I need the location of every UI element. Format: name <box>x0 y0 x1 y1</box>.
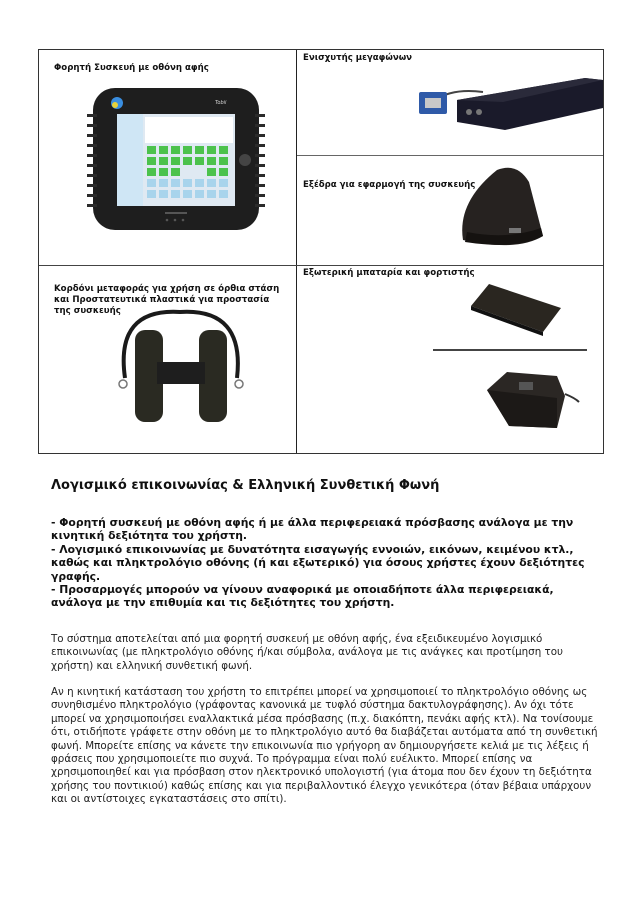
touchscreen-tablet-image <box>87 84 265 234</box>
external-battery-image <box>467 278 563 338</box>
feature-bullet: - Λογισμικό επικοινωνίας με δυνατότητα εισαγωγής εννοιών, εικόνων, κειμένου κτλ., καθώς και πληκτρολόγιο οθόνης (ή και εξωτερικό) για όσους χρήστες έχουν δεξιότητες γραφής. <box>51 542 585 583</box>
cell-label-tablet: Φορητή Συσκευή με οθόνη αφής <box>54 63 209 73</box>
feature-bullet-list <box>51 516 599 610</box>
description-paragraph: Το σύστημα αποτελείται από μια φορητή συσκευή με οθόνη αφής, ένα εξειδικευμένο λογισμικό επικοινωνίας (με πληκτρολόγιο οθόνης ή/και σύμβολα, ανάλογα με τις ανάγκες και προτίμηση του χρήστη) και ελληνική συνθετική φωνή. <box>51 633 563 672</box>
image-separator-line <box>433 349 587 351</box>
feature-bullet: - Προσαρμογές μπορούν να γίνουν αναφορικά με οποιαδήποτε άλλα περιφερειακά, ανάλογα με την επιθυμία και τις δεξιότητες του χρήστη. <box>51 583 554 610</box>
table-right-row-divider <box>297 155 603 156</box>
section-title: Λογισμικό επικοινωνίας & Ελληνική Συνθετική Φωνή <box>51 478 440 493</box>
docking-stand-image <box>457 162 547 252</box>
equipment-table <box>38 49 604 454</box>
cell-label-docking-stand: Εξέδρα για εφαρμογή της συσκευής <box>303 180 476 190</box>
speaker-amplifier-image <box>413 70 603 130</box>
description-paragraph: Αν η κινητική κατάσταση του χρήστη το επιτρέπει μπορεί να χρησιμοποιεί το πληκτρολόγιο οθόνης ως συνηθισμένο πληκτρολόγιο (γράφοντας κανονικά με τυφλό σύστημα δακτυλογράφησης). Αν όχι τότε μπορεί να χρησιμοποιήσει εναλλακτικά μέσα πρόσβασης (π.χ. διακόπτη, πενάκι αφής κτλ). Να τονίσουμε ότι, οτιδήποτε γράφετε στην οθόνη με το πληκτρολόγιο αυτό θα διαβάζεται αυτόματα από τη συνθετική φωνή. Μπορείτε επίσης να κάνετε την επικοινωνία πιο γρήγορη αν δημιουργήσετε κελιά με τις λέξεις ή φράσεις που χρησιμοποιείτε πιο συχνά. Το πρόγραμμα είναι πολύ ευέλικτο. Μπορεί επίσης να χρησιμοποιηθεί και για πρόσβαση στον ηλεκτρονικό υπολογιστή (για άτομα που δεν έχουν τη δεξιότητα χρήσης του ποντικιού) καθώς επίσης και για περιβαλλοντικό έλεγχο γενικότερα (όταν βέβαια υπάρχουν και οι αντίστοιχες εγκαταστάσεις στο σπίτι). <box>51 686 598 806</box>
feature-bullet: - Φορητή συσκευή με οθόνη αφής ή με άλλα περιφερειακά πρόσβασης ανάλογα με την κινητική δεξιότητα του χρήστη. <box>51 516 574 543</box>
cell-label-battery-charger: Εξωτερική μπαταρία και φορτιστής <box>303 268 475 278</box>
cell-label-amplifier: Ενισχυτής μεγαφώνων <box>303 53 413 63</box>
battery-charger-image <box>483 368 583 434</box>
carry-strap-image <box>105 308 255 428</box>
table-column-divider <box>296 50 297 453</box>
cell-label-carry-strap: Κορδόνι μεταφοράς για χρήση σε όρθια στάση και Προστατευτικά πλαστικά για προστασία της συσκευής <box>54 284 280 316</box>
table-row-divider <box>39 265 603 266</box>
device-brand-label: Tobii <box>215 100 227 106</box>
